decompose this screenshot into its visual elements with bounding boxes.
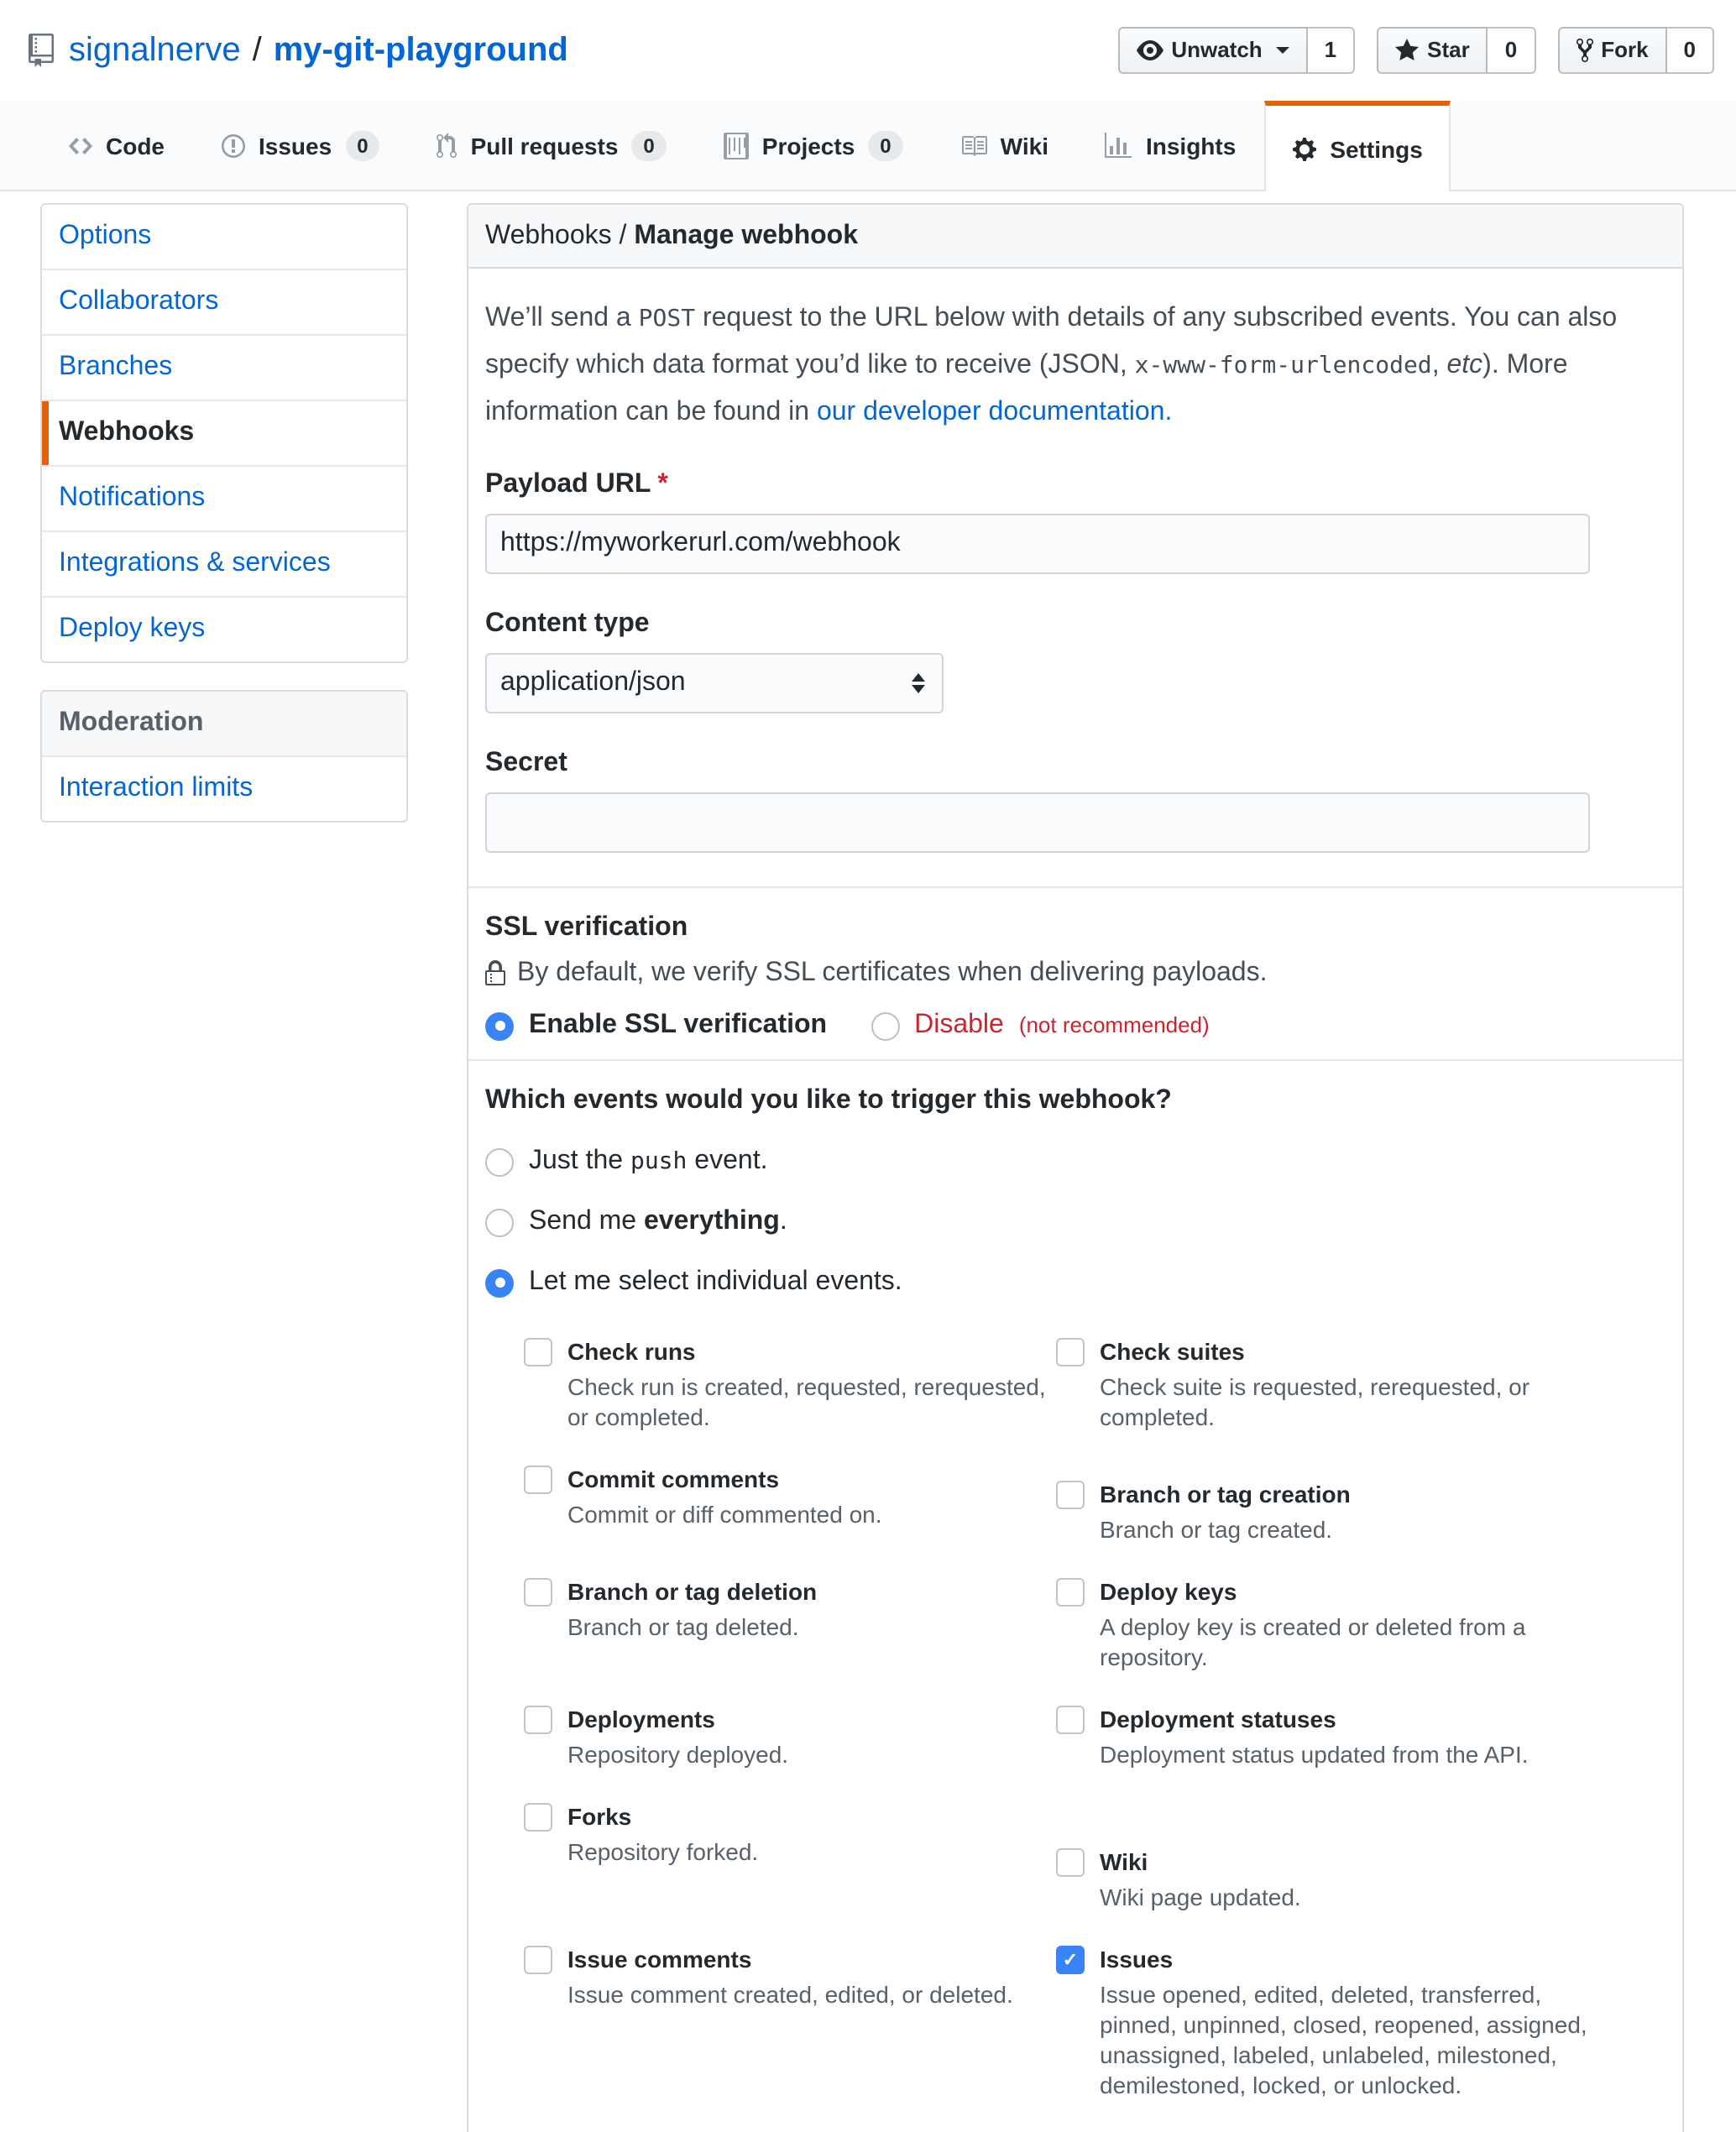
check-suites-checkbox[interactable]: [1056, 1338, 1085, 1366]
secret-label: Secret: [485, 749, 567, 777]
tab-issues[interactable]: Issues 0: [193, 101, 409, 190]
fork-icon: [1576, 37, 1592, 64]
repo-owner-link[interactable]: signalnerve: [69, 31, 241, 68]
eye-icon: [1136, 37, 1163, 64]
sidebar-item-options[interactable]: Options: [42, 205, 406, 270]
event-item-wiki: Wiki Wiki page updated.: [1056, 1847, 1665, 1912]
gear-icon: [1293, 135, 1316, 162]
tab-wiki[interactable]: Wiki: [932, 101, 1077, 190]
ssl-section-title: SSL verification: [485, 913, 688, 942]
repo-actions: [1117, 27, 1714, 74]
radio-selected-icon: [485, 1011, 514, 1040]
event-item-branch-or-tag-deletion: Branch or tag deletion Branch or tag deleted.: [524, 1576, 1056, 1672]
disable-ssl-radio[interactable]: Disable (not recommended): [871, 1009, 1210, 1042]
graph-icon: [1106, 133, 1132, 159]
payload-url-input[interactable]: [485, 514, 1590, 574]
settings-menu: [40, 203, 408, 663]
content-type-group: [485, 608, 1665, 713]
payload-url-group: [485, 468, 1665, 574]
social-count[interactable]: 0: [1667, 27, 1714, 74]
action-button-star: Star 0: [1377, 27, 1535, 74]
webhook-panel: [467, 203, 1684, 2132]
secret-input[interactable]: [485, 792, 1590, 853]
issue-comments-checkbox[interactable]: [524, 1946, 552, 1974]
project-icon: [724, 133, 749, 159]
branch-or-tag-deletion-checkbox[interactable]: [524, 1578, 552, 1607]
issues-checkbox[interactable]: ✓: [1056, 1946, 1085, 1974]
event-item-branch-or-tag-creation: Branch or tag creation Branch or tag created.: [1056, 1479, 1665, 1544]
social-count[interactable]: 1: [1308, 27, 1355, 74]
event-item-deploy-keys: Deploy keys A deploy key is created or deleted from a repository.: [1056, 1576, 1665, 1672]
sidebar-item-branches[interactable]: Branches: [42, 336, 406, 401]
action-button-fork: Fork 0: [1557, 27, 1714, 74]
event-item-deployment-statuses: Deployment statuses Deployment status updated from the API.: [1056, 1704, 1665, 1769]
breadcrumb-divider: /: [611, 222, 635, 250]
event-item-forks: Forks Repository forked.: [524, 1801, 1056, 1912]
tab-code[interactable]: Code: [40, 101, 193, 190]
event-item-issues: ✓ Issues Issue opened, edited, deleted, transferred, pinned, unpinned, closed, reopened, assigned, unassigned, labeled, unlabeled, milestoned, demilestoned, locked, or unlocked.: [1056, 1944, 1665, 2100]
content-type-select[interactable]: [485, 653, 944, 713]
event-scope-radio-let-me-select-individual-events[interactable]: Let me select individual events.: [485, 1266, 902, 1299]
event-item-check-runs: Check runs Check run is created, requested, rerequested, or completed.: [524, 1336, 1056, 1432]
content-type-value: application/json: [500, 668, 686, 697]
webhooks-breadcrumb-link[interactable]: Webhooks: [485, 222, 612, 250]
settings-sidebar: [40, 203, 408, 823]
panel-breadcrumb: [468, 205, 1682, 269]
deployment-statuses-checkbox[interactable]: [1056, 1706, 1085, 1734]
tab-counter: 0: [345, 131, 379, 161]
moderation-menu: [40, 690, 408, 823]
book-icon: [960, 133, 987, 159]
select-caret-icon: [912, 673, 925, 693]
payload-url-label: Payload URL *: [485, 470, 668, 499]
sidebar-item-integrations-services[interactable]: Integrations & services: [42, 532, 406, 598]
sidebar-item-notifications[interactable]: Notifications: [42, 467, 406, 532]
event-scope-radio-just-the-push-event[interactable]: Just the push event.: [485, 1145, 767, 1178]
path-divider: /: [252, 31, 262, 68]
webhook-description: We’ll send a POST request to the URL below with details of any subscribed events. You can also specify which data format you’d like to receive (JSON, x-www-form-urlencoded, etc). More information can be found in our developer documentation.: [485, 304, 1618, 426]
lock-icon: [485, 960, 505, 987]
ssl-section: [485, 912, 1665, 1042]
repo-nav: [0, 101, 1736, 191]
tab-counter: 0: [868, 131, 902, 161]
commit-comments-checkbox[interactable]: [524, 1466, 552, 1494]
sidebar-item-interaction-limits[interactable]: Interaction limits: [59, 774, 254, 802]
sidebar-item-collaborators[interactable]: Collaborators: [42, 270, 406, 336]
action-button-unwatch: Unwatch 1: [1117, 27, 1355, 74]
event-item-commit-comments: Commit comments Commit or diff commented on.: [524, 1464, 1056, 1544]
enable-ssl-radio[interactable]: Enable SSL verification: [485, 1009, 827, 1042]
content-type-label: Content type: [485, 609, 650, 638]
settings-content: [0, 191, 1736, 2132]
sidebar-item-deploy-keys[interactable]: Deploy keys: [59, 614, 206, 643]
secret-group: [485, 747, 1665, 853]
required-mark: *: [657, 470, 668, 499]
tab-pull-requests[interactable]: Pull requests 0: [409, 101, 695, 190]
issue-opened-icon: [222, 133, 245, 159]
deployments-checkbox[interactable]: [524, 1706, 552, 1734]
tab-projects[interactable]: Projects 0: [695, 101, 932, 190]
moderation-header: Moderation: [42, 692, 406, 757]
check-runs-checkbox[interactable]: [524, 1338, 552, 1366]
repo-name-link[interactable]: my-git-playground: [273, 31, 568, 68]
ssl-note: By default, we verify SSL certificates when delivering payloads.: [485, 959, 1665, 989]
radio-icon: [485, 1268, 514, 1297]
radio-icon: [485, 1208, 514, 1236]
branch-or-tag-creation-checkbox[interactable]: [1056, 1481, 1085, 1509]
events-section-title: Which events would you like to trigger this webhook?: [485, 1086, 1172, 1115]
deploy-keys-checkbox[interactable]: [1056, 1578, 1085, 1607]
forks-checkbox[interactable]: [524, 1803, 552, 1832]
webhook-form: [468, 295, 1682, 2132]
radio-icon: [485, 1147, 514, 1176]
code-icon: [69, 133, 92, 159]
repo-header: [0, 0, 1736, 101]
divider: [468, 886, 1682, 888]
event-item-check-suites: Check suites Check suite is requested, rerequested, or completed.: [1056, 1336, 1665, 1432]
events-grid: [485, 1336, 1665, 2132]
star-icon: [1395, 37, 1419, 64]
sidebar-item-webhooks[interactable]: Webhooks: [42, 401, 406, 467]
event-scope-options: [485, 1145, 1665, 1299]
caret-down-icon: [1276, 47, 1289, 54]
event-item-issue-comments: Issue comments Issue comment created, edited, or deleted.: [524, 1944, 1056, 2100]
radio-icon: [871, 1011, 899, 1040]
repo-breadcrumb: [69, 31, 568, 70]
tab-settings[interactable]: Settings: [1264, 101, 1451, 191]
git-pull-request-icon: [437, 133, 458, 159]
events-section: [485, 1084, 1665, 2132]
tab-insights[interactable]: Insights: [1077, 101, 1264, 190]
event-scope-radio-send-me-everything[interactable]: Send me everything.: [485, 1205, 787, 1239]
tab-counter: 0: [631, 131, 666, 161]
panel-title: Manage webhook: [634, 222, 859, 250]
divider: [468, 1059, 1682, 1061]
wiki-checkbox[interactable]: [1056, 1848, 1085, 1877]
repo-icon: [29, 34, 54, 67]
social-count[interactable]: 0: [1488, 27, 1535, 74]
event-item-deployments: Deployments Repository deployed.: [524, 1704, 1056, 1769]
